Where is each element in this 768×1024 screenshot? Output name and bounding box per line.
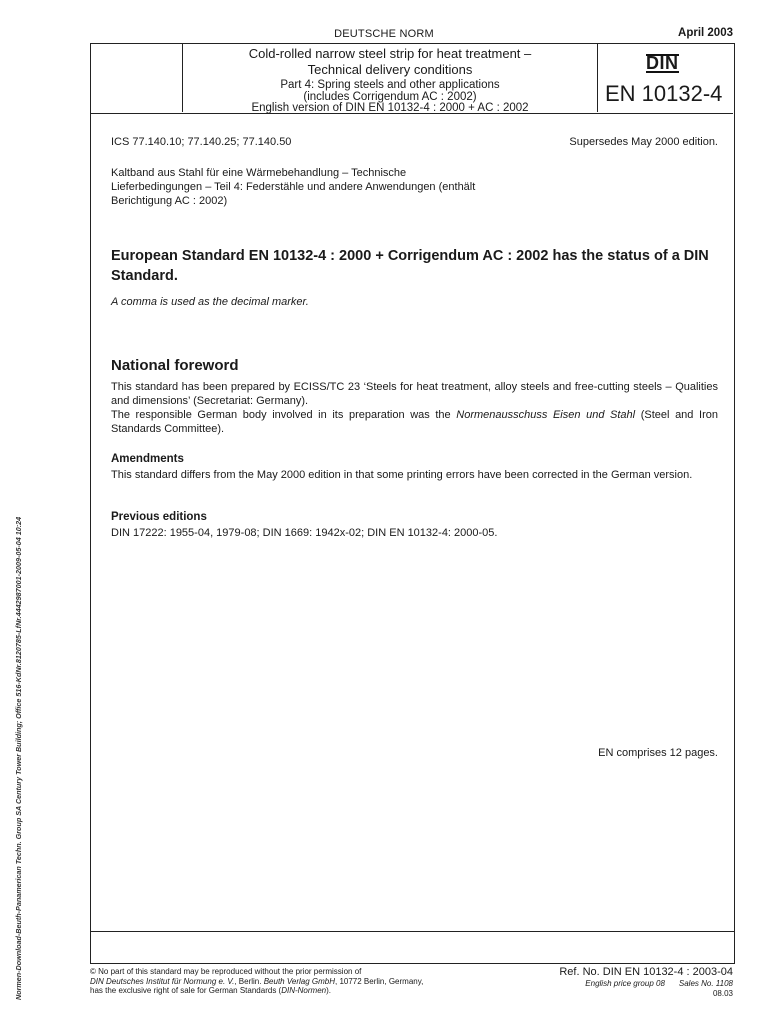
previous-editions-text: DIN 17222: 1955-04, 1979-08; DIN 1669: 1942x-02; DIN EN 10132-4: 2000-05. — [111, 527, 498, 539]
din-institute-name: DIN Deutsches Institut für Normung e. V. — [90, 976, 235, 986]
header-empty-cell — [91, 44, 183, 112]
copyright-line-1: © No part of this standard may be reproduced without the prior permission of — [90, 967, 362, 976]
national-foreword-heading: National foreword — [111, 357, 239, 374]
reference-number: Ref. No. DIN EN 10132-4 : 2003-04 — [559, 966, 733, 978]
foreword-text-a: The responsible German body involved in its preparation was the — [111, 409, 457, 421]
din-normen-term: DIN-Normen — [281, 986, 327, 995]
copyright-line-2 — [90, 977, 490, 987]
price-sales-line — [559, 979, 733, 989]
copyright-text-a: , Berlin. — [234, 976, 264, 986]
previous-editions-heading: Previous editions — [111, 511, 207, 523]
document-frame — [90, 43, 735, 964]
sales-number: Sales No. 1108 — [678, 979, 733, 988]
din-logo: DIN — [646, 53, 679, 73]
copyright-text-c: has the exclusive right of sale for German Standards ( — [90, 986, 282, 995]
title-line-2: Technical delivery conditions — [307, 62, 473, 77]
copyright-notice — [90, 967, 490, 996]
status-statement: European Standard EN 10132-4 : 2000 + Corrigendum AC : 2002 has the status of a DIN Standard. — [111, 248, 709, 284]
reference-block — [559, 966, 733, 999]
supersedes-note: Supersedes May 2000 edition. — [569, 136, 718, 148]
copyright-line-3 — [90, 986, 490, 996]
ics-row — [111, 135, 718, 149]
standard-number: EN 10132-4 — [605, 81, 723, 106]
header-title-cell — [183, 44, 598, 112]
decimal-marker-note: A comma is used as the decimal marker. — [111, 296, 309, 308]
page-count-note: EN comprises 12 pages. — [598, 747, 718, 759]
german-title: Kaltband aus Stahl für eine Wärmebehandlung – Technische Lieferbedingungen – Teil 4: Federstähle und andere Anwendungen (enthält Berichtigung AC : 2002) — [111, 167, 476, 207]
copyright-text-d: ). — [326, 986, 331, 995]
national-foreword-paragraph-2 — [111, 408, 718, 436]
frame-bottom-divider — [91, 931, 734, 932]
header-number-cell — [598, 44, 733, 112]
committee-name: Normenausschuss Eisen und Stahl — [456, 409, 636, 421]
deutsche-norm-label: DEUTSCHE NORM — [334, 28, 434, 40]
part-line-1: Part 4: Spring steels and other applications — [280, 79, 500, 91]
beuth-verlag-name: Beuth Verlag GmbH — [263, 976, 335, 986]
download-watermark-note: Normen-Download-Beuth-Panamerican Techn. Group SA Century Tower Building; Office 516-KdNr.8120785-LfNr.4442987001-2009-05-04 10:24 — [14, 516, 23, 1000]
title-line-1: Cold-rolled narrow steel strip for heat treatment – — [248, 46, 532, 61]
foreword-text-b: (Steel and Iron Standards Committee). — [111, 409, 718, 435]
amendments-text: This standard differs from the May 2000 edition in that some printing errors have been corrected in the German version. — [111, 469, 693, 481]
english-version-line: English version of DIN EN 10132-4 : 2000 + AC : 2002 — [251, 102, 529, 114]
edition-code: 08.03 — [712, 989, 733, 998]
amendments-heading: Amendments — [111, 453, 184, 465]
ics-codes: ICS 77.140.10; 77.140.25; 77.140.50 — [111, 136, 292, 148]
header-row — [91, 44, 733, 114]
national-foreword-paragraph-1: This standard has been prepared by ECISS/TC 23 ‘Steels for heat treatment, alloy steels and free-cutting steels – Qualities and dimensions’ (Secretariat: Germany). — [111, 381, 718, 407]
part-line-2: (includes Corrigendum AC : 2002) — [303, 91, 477, 103]
publication-date: April 2003 — [678, 27, 733, 39]
price-group: English price group 08 — [585, 979, 665, 988]
copyright-text-b: , 10772 Berlin, Germany, — [335, 976, 424, 986]
